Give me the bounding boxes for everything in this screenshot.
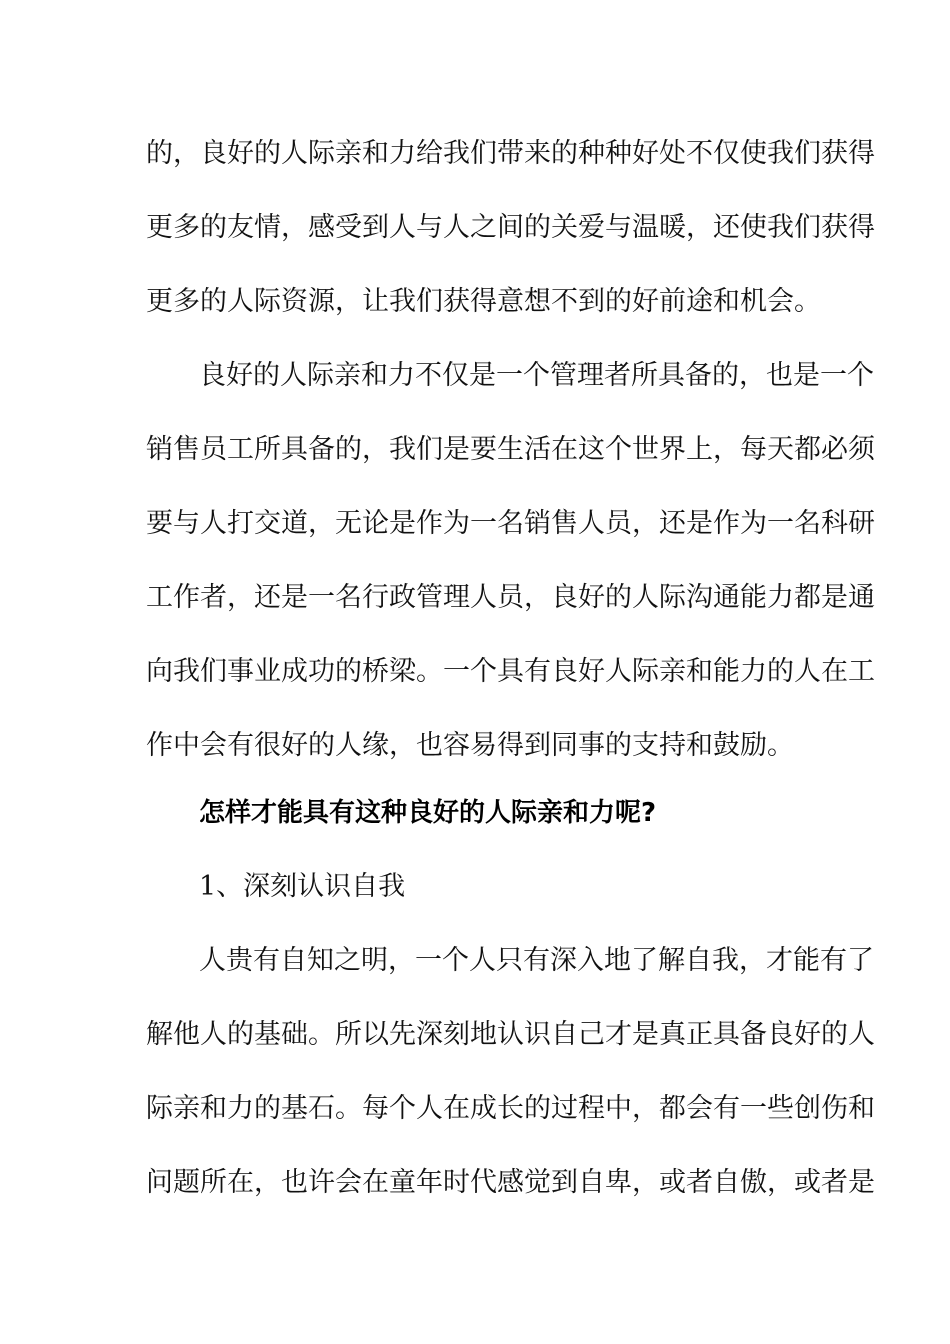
paragraph-2-line-3: 要与人打交道，无论是作为一名销售人员，还是作为一名科研: [146, 508, 875, 539]
paragraph-1-line-1: 的，良好的人际亲和力给我们带来的种种好处不仅使我们获得: [146, 138, 875, 169]
paragraph-2-line-5: 向我们事业成功的桥梁。一个具有良好人际亲和能力的人在工: [146, 656, 875, 687]
paragraph-3-line-2: 解他人的基础。所以先深刻地认识自己才是真正具备良好的人: [146, 1019, 875, 1050]
paragraph-2-line-6: 作中会有很好的人缘，也容易得到同事的支持和鼓励。: [146, 730, 794, 761]
subsection-heading: 1、深刻认识自我: [199, 871, 406, 902]
paragraph-3-line-4: 问题所在，也许会在童年时代感觉到自卑，或者自傲，或者是: [146, 1167, 875, 1198]
paragraph-3-line-3: 际亲和力的基石。每个人在成长的过程中，都会有一些创伤和: [146, 1093, 875, 1124]
paragraph-3-line-1: 人贵有自知之明，一个人只有深入地了解自我，才能有了: [199, 945, 874, 976]
paragraph-1-line-3: 更多的人际资源，让我们获得意想不到的好前途和机会。: [146, 286, 821, 317]
paragraph-1-line-2: 更多的友情，感受到人与人之间的关爱与温暖，还使我们获得: [146, 212, 875, 243]
paragraph-2-line-2: 销售员工所具备的，我们是要生活在这个世界上，每天都必须: [146, 434, 875, 465]
section-heading: 怎样才能具有这种良好的人际亲和力呢?: [199, 798, 657, 828]
paragraph-2-line-1: 良好的人际亲和力不仅是一个管理者所具备的，也是一个: [199, 360, 874, 391]
paragraph-2-line-4: 工作者，还是一名行政管理人员，良好的人际沟通能力都是通: [146, 582, 875, 613]
